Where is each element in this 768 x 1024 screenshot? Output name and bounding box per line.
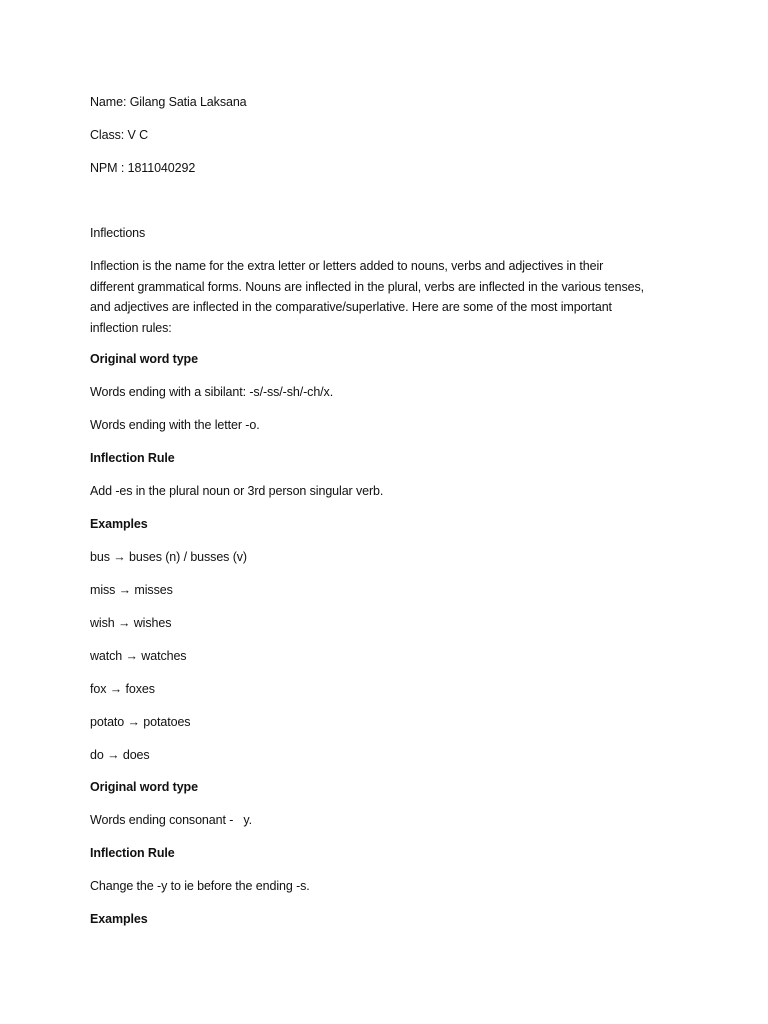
- section1-examples-heading: Examples: [90, 517, 148, 531]
- example-item: miss → misses: [90, 583, 173, 597]
- section2-rule-text: Change the -y to ie before the ending -s.: [90, 879, 310, 893]
- section2-type-item: Words ending consonant - y.: [90, 813, 253, 827]
- example-item: fox → foxes: [90, 682, 155, 696]
- example-item: potato → potatoes: [90, 715, 191, 729]
- example-item: wish → wishes: [90, 616, 172, 630]
- section1-rule-text: Add -es in the plural noun or 3rd person singular verb.: [90, 484, 384, 498]
- example-item: watch → watches: [90, 649, 187, 663]
- student-name: Name: Gilang Satia Laksana: [90, 95, 247, 109]
- section2-rule-heading: Inflection Rule: [90, 846, 175, 860]
- example-item: bus → buses (n) / busses (v): [90, 550, 247, 564]
- intro-paragraph: [90, 256, 680, 338]
- section1-type-heading: Original word type: [90, 352, 198, 366]
- intro-line: Inflection is the name for the extra letter or letters added to nouns, verbs and adjectives in their: [90, 259, 604, 273]
- intro-line: inflection rules:: [90, 320, 172, 335]
- example-item: do → does: [90, 748, 150, 762]
- section1-type-item: Words ending with a sibilant: -s/-ss/-sh/-ch/x.: [90, 385, 334, 399]
- intro-line: different grammatical forms. Nouns are inflected in the plural, verbs are inflected in the various tenses,: [90, 279, 645, 294]
- student-npm: NPM : 1811040292: [90, 161, 196, 175]
- intro-line: and adjectives are inflected in the comparative/superlative. Here are some of the most important: [90, 300, 612, 314]
- section2-examples-heading: Examples: [90, 912, 148, 926]
- section1-type-item: Words ending with the letter -o.: [90, 418, 260, 432]
- student-class: Class: V C: [90, 128, 149, 142]
- section1-rule-heading: Inflection Rule: [90, 451, 175, 465]
- section2-type-heading: Original word type: [90, 780, 198, 794]
- document-title: Inflections: [90, 226, 146, 240]
